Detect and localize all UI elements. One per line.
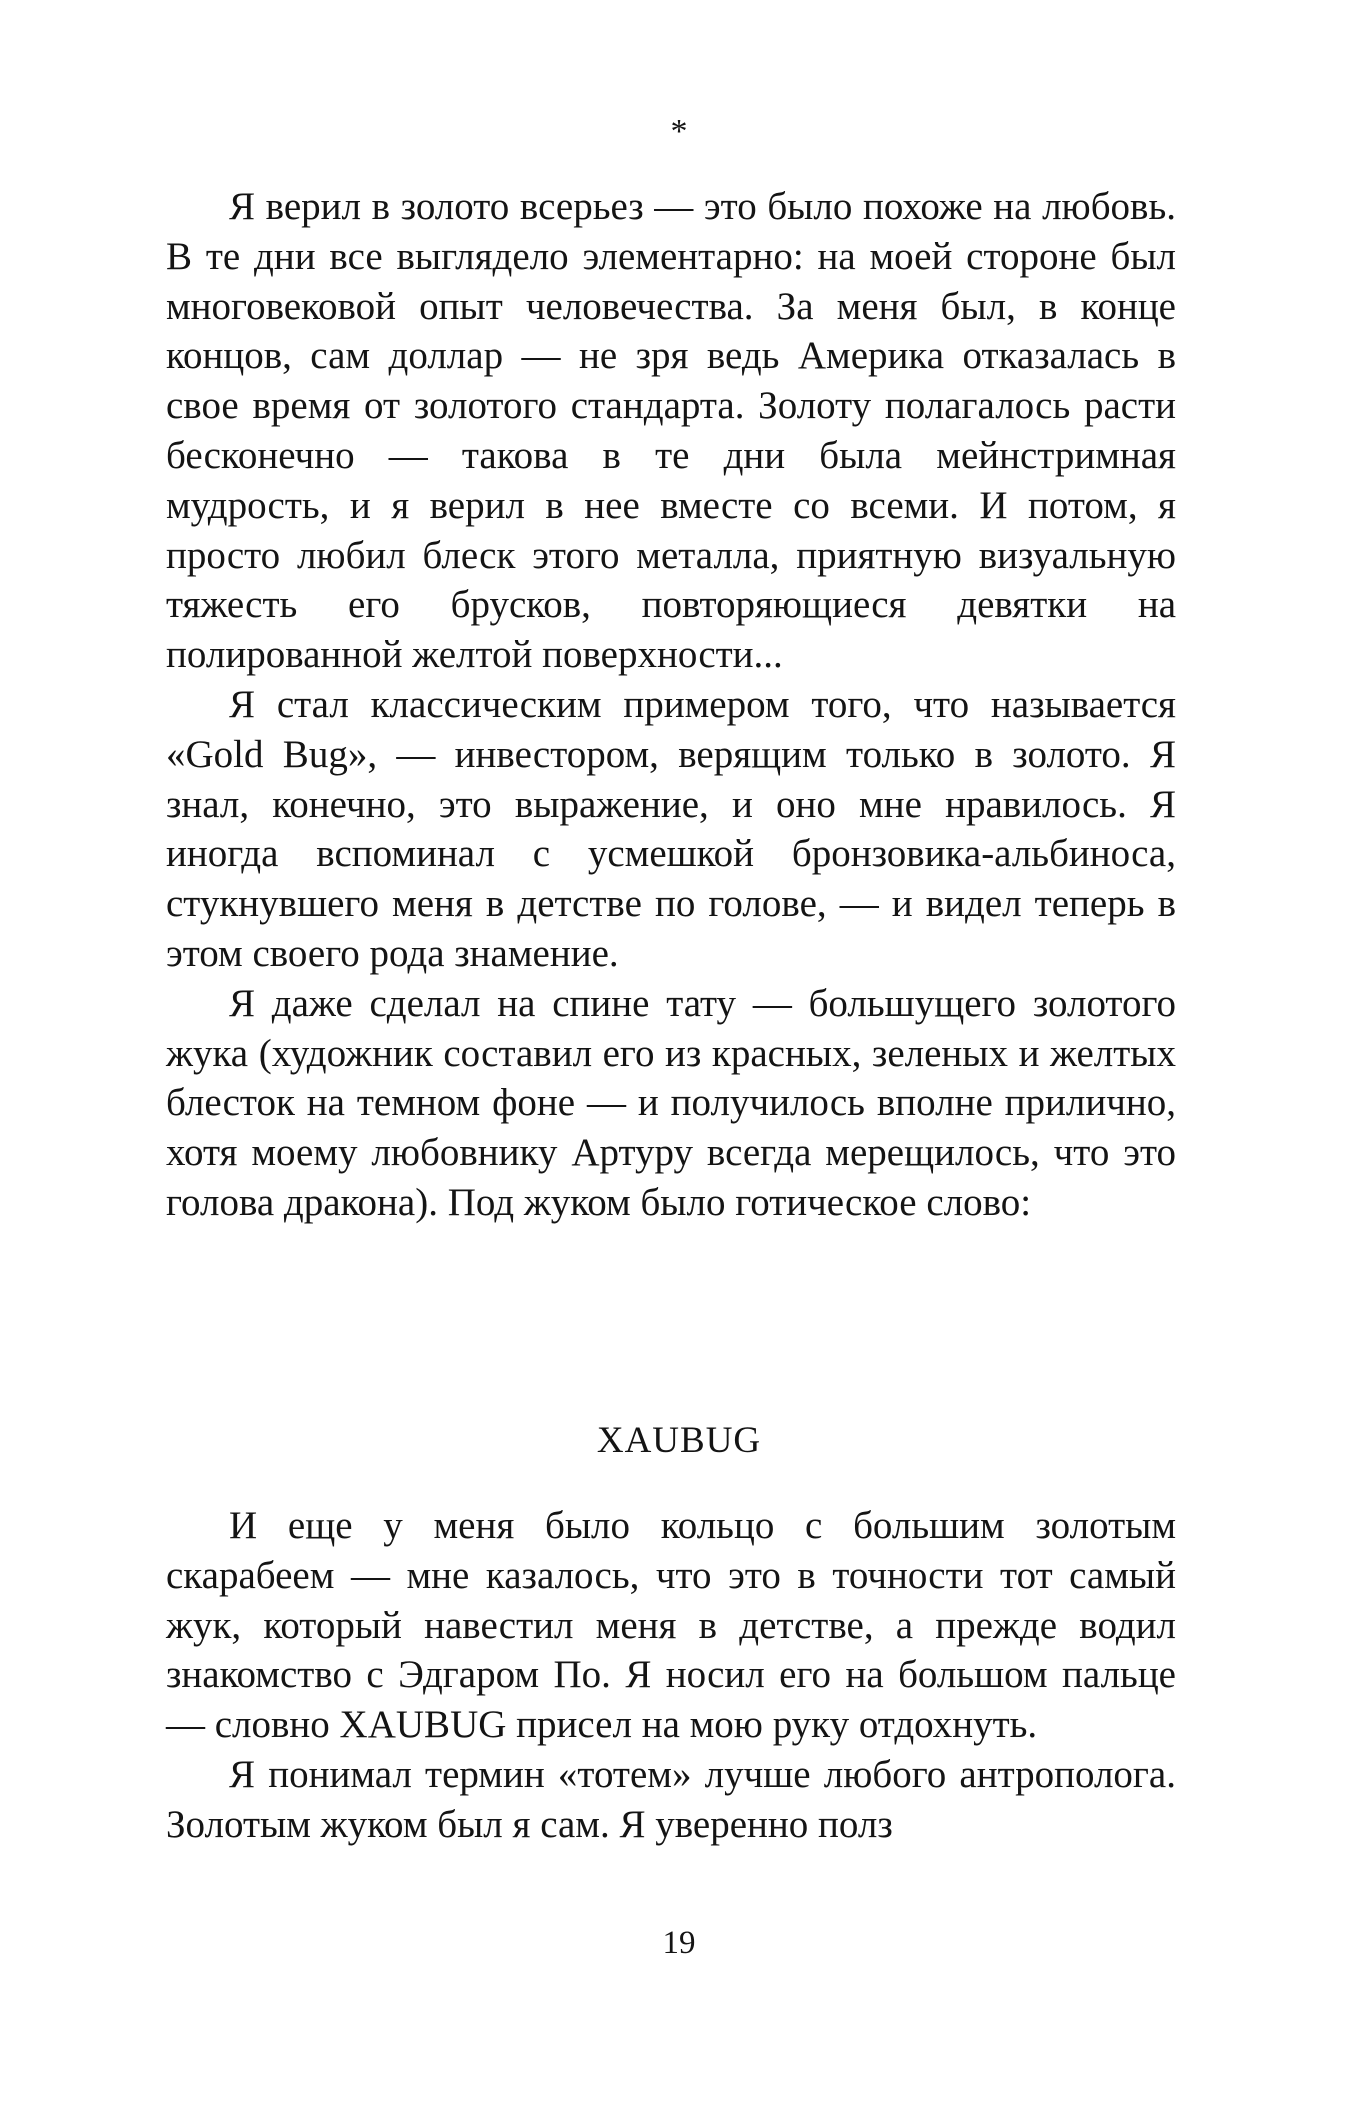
gothic-word-heading: XAUBUG [596, 1420, 762, 1461]
paragraph: И еще у меня было кольцо с большим золотым скарабеем — мне казалось, что это в точности тот самый жук, который навестил меня в детстве, а прежде водил знакомство с Эдгаром По. Я носил его на большом пальце — словно XAUBUG присел на мою руку отдохнуть. [166, 1504, 1176, 1747]
page-number: 19 [662, 1925, 696, 1961]
section-separator: * [670, 113, 688, 150]
paragraph: Я верил в золото всерьез — это было похоже на любовь. В те дни все выглядело элементарно: на моей стороне был многовековой опыт человечества. За меня был, в конце концов, сам доллар — не зря ведь Америка отказалась в свое время от золотого стандарта. Золоту полагалось расти бесконечно — такова в те дни была мейнстримная мудрость, и я верил в нее вместе со всеми. И потом, я просто любил блеск этого металла, приятную визуальную тяжесть его брусков, повторяющиеся девятки на полированной желтой поверхности... [166, 185, 1176, 677]
paragraph: Я понимал термин «тотем» лучше любого антрополога. Золотым жуком был я сам. Я уверенно полз [166, 1752, 1176, 1846]
text-block-top [166, 182, 1176, 1228]
paragraph: Я даже сделал на спине тату — большущего золотого жука (художник составил его из красных, зеленых и желтых блесток на темном фоне — и получилось вполне прилично, хотя моему любовнику Артуру всегда мерещилось, что это голова дракона). Под жуком было готическое слово: [166, 981, 1176, 1224]
paragraph: Я стал классическим примером того, что называется «Gold Bug», — инвестором, верящим только в золото. Я знал, конечно, это выражение, и оно мне нравилось. Я иногда вспоминал с усмешкой бронзовика-альбиноса, стукнувшего меня в детстве по голове, — и видел теперь в этом своего рода знамение. [166, 682, 1176, 975]
text-block-bottom [166, 1501, 1176, 1850]
